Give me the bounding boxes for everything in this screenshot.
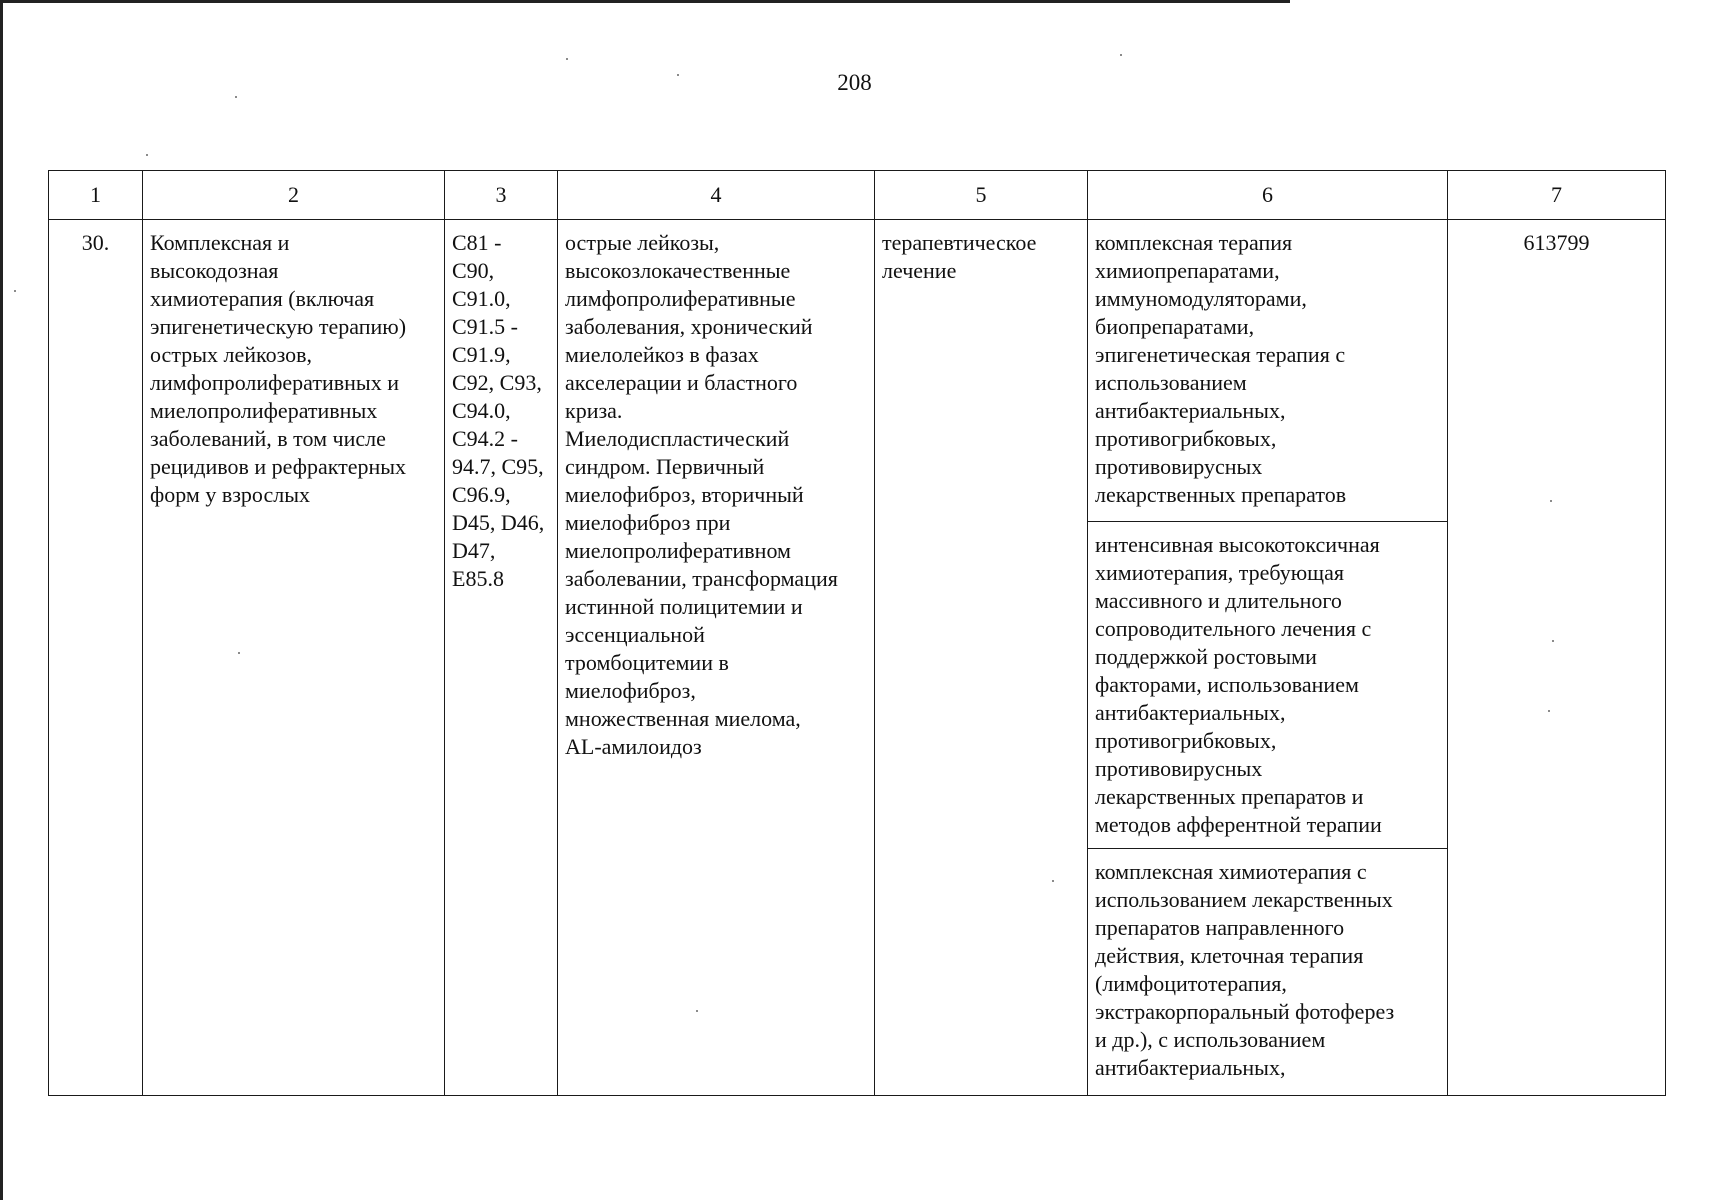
diagnosis-line: острые лейкозы, [565, 230, 720, 255]
code-line: C92, C93, [452, 370, 542, 395]
diagnosis-line: заболевания, хронический [565, 314, 813, 339]
method-line: противовирусных [1095, 454, 1263, 479]
method-line: комплексная терапия [1095, 230, 1293, 255]
treatment-type-cell [875, 220, 1088, 1096]
diagnosis-line: лимфопролиферативные [565, 286, 796, 311]
scan-speck [1552, 640, 1554, 642]
scan-speck [696, 1010, 698, 1012]
name-line: рецидивов и рефрактерных [150, 454, 407, 479]
scan-speck [677, 74, 679, 76]
name-line: высокодозная [150, 258, 279, 283]
name-line: острых лейкозов, [150, 342, 313, 367]
diagnosis-line: криза. [565, 398, 623, 423]
row-number-cell: 30. [49, 220, 143, 1096]
column-header-4: 4 [558, 171, 875, 220]
table-row [49, 220, 1666, 522]
method-line: антибактериальных, [1095, 1055, 1286, 1080]
cost-cell: 613799 [1448, 220, 1666, 1096]
icd-codes-cell [445, 220, 558, 1096]
name-line: химиотерапия (включая [150, 286, 375, 311]
method-line: антибактериальных, [1095, 700, 1286, 725]
method-line: противогрибковых, [1095, 426, 1277, 451]
diagnosis-line: миелофиброз при [565, 510, 731, 535]
code-line: C94.0, [452, 398, 511, 423]
method-line: противовирусных [1095, 756, 1263, 781]
column-header-1: 1 [49, 171, 143, 220]
method-line: использованием лекарственных [1095, 887, 1393, 912]
method-line: сопроводительного лечения с [1095, 616, 1372, 641]
diagnosis-line: миелопролиферативном [565, 538, 791, 563]
diagnosis-line: высокозлокачественные [565, 258, 791, 283]
diagnosis-line: истинной полицитемии и [565, 594, 803, 619]
scan-speck [1548, 710, 1550, 712]
code-line: C91.9, [452, 342, 511, 367]
diagnosis-line: эссенциальной [565, 622, 705, 647]
method-line: лекарственных препаратов и [1095, 784, 1364, 809]
code-line: E85.8 [452, 566, 504, 591]
diagnosis-line: заболевании, трансформация [565, 566, 838, 591]
diagnosis-line: миелофиброз, [565, 678, 696, 703]
method-line: (лимфоцитотерапия, [1095, 971, 1287, 996]
scan-edge-left [0, 0, 3, 1200]
column-header-3: 3 [445, 171, 558, 220]
method-line: химиотерапия, требующая [1095, 560, 1344, 585]
method-line: методов афферентной терапии [1095, 812, 1382, 837]
care-type-name-cell [143, 220, 445, 1096]
medical-care-table [48, 170, 1666, 1096]
name-line: эпигенетическую терапию) [150, 314, 407, 339]
diagnosis-line: миелолейкоз в фазах [565, 342, 759, 367]
diagnosis-line: AL-амилоидоз [565, 734, 702, 759]
method-line: химиопрепаратами, [1095, 258, 1280, 283]
method-line: противогрибковых, [1095, 728, 1277, 753]
code-line: C91.0, [452, 286, 511, 311]
diagnosis-cell [558, 220, 875, 1096]
name-line: лимфопролиферативных и [150, 370, 399, 395]
scan-speck [566, 58, 568, 60]
method-line: эпигенетическая терапия с [1095, 342, 1346, 367]
treatment-type-line: лечение [882, 258, 957, 283]
code-line: C90, [452, 258, 495, 283]
code-line: D45, D46, [452, 510, 545, 535]
scan-speck [235, 96, 237, 98]
method-line: поддержкой ростовыми [1095, 644, 1317, 669]
code-line: D47, [452, 538, 496, 563]
method-line: иммуномодуляторами, [1095, 286, 1307, 311]
diagnosis-line: тромбоцитемии в [565, 650, 729, 675]
diagnosis-line: синдром. Первичный [565, 454, 765, 479]
name-line: форм у взрослых [150, 482, 310, 507]
method-line: лекарственных препаратов [1095, 482, 1347, 507]
method-line: факторами, использованием [1095, 672, 1359, 697]
code-line: C81 - [452, 230, 502, 255]
diagnosis-line: Миелодиспластический [565, 426, 790, 451]
method-line: и др.), с использованием [1095, 1027, 1326, 1052]
treatment-method-cell [1088, 849, 1448, 1096]
method-line: массивного и длительного [1095, 588, 1342, 613]
scan-edge-top [0, 0, 1290, 3]
column-header-5: 5 [875, 171, 1088, 220]
scan-speck [1550, 500, 1552, 502]
column-header-6: 6 [1088, 171, 1448, 220]
diagnosis-line: акселерации и бластного [565, 370, 798, 395]
scan-speck [1052, 880, 1054, 882]
method-line: биопрепаратами, [1095, 314, 1255, 339]
column-number-row [49, 171, 1666, 220]
scan-speck [146, 154, 148, 156]
treatment-type-line: терапевтическое [882, 230, 1037, 255]
column-header-7: 7 [1448, 171, 1666, 220]
method-line: экстракорпоральный фотоферез [1095, 999, 1395, 1024]
code-line: C94.2 - [452, 426, 518, 451]
treatment-method-cell [1088, 220, 1448, 522]
method-line: действия, клеточная терапия [1095, 943, 1364, 968]
code-line: C91.5 - [452, 314, 518, 339]
scan-speck [14, 290, 16, 292]
method-line: использованием [1095, 370, 1247, 395]
column-header-2: 2 [143, 171, 445, 220]
name-line: заболеваний, в том числе [150, 426, 386, 451]
method-line: комплексная химиотерапия с [1095, 859, 1367, 884]
scan-speck [238, 652, 240, 654]
code-line: 94.7, C95, [452, 454, 544, 479]
scan-speck [1120, 54, 1122, 56]
treatment-method-cell [1088, 522, 1448, 849]
diagnosis-line: множественная миелома, [565, 706, 801, 731]
name-line: миелопролиферативных [150, 398, 378, 423]
page-number: 208 [837, 70, 872, 95]
method-line: препаратов направленного [1095, 915, 1345, 940]
diagnosis-line: миелофиброз, вторичный [565, 482, 804, 507]
method-line: интенсивная высокотоксичная [1095, 532, 1380, 557]
method-line: антибактериальных, [1095, 398, 1286, 423]
name-line: Комплексная и [150, 230, 290, 255]
code-line: C96.9, [452, 482, 511, 507]
